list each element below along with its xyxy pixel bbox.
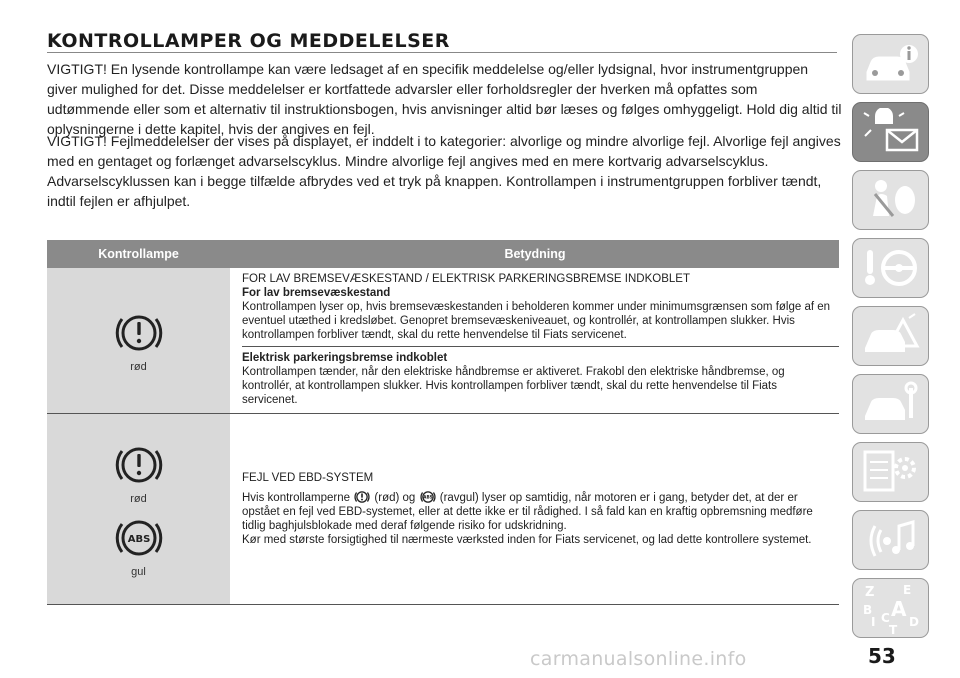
tab-servicing[interactable]: [852, 374, 929, 434]
starting-driving-icon: [859, 244, 923, 292]
svg-text:A: A: [890, 597, 906, 621]
row-heading: FEJL VED EBD-SYSTEM: [242, 472, 374, 484]
svg-text:ABS: ABS: [127, 534, 150, 545]
tab-starting-driving[interactable]: [852, 238, 929, 298]
ebd-text: [242, 489, 831, 533]
watermark: carmanualsonline.info: [530, 648, 747, 670]
meaning-cell: [230, 414, 839, 604]
header-meaning: Betydning: [504, 247, 566, 261]
car-service-icon: [859, 380, 923, 428]
section-title: KONTROLLAMPER OG MEDDELELSER: [47, 30, 450, 52]
sub-text: Kontrollampen lyser op, hvis bremsevæskestanden i beholderen kommer under minimumsgrænsen som følge af en eventuel utæthed i kredsløbet. Genopret bremsevæskeniveauet, og kontrollér, at kontrollampen slukker. Hvis kontrollampen forbliver tændt, skal du rette henvendelse til Fiats servicenet.: [242, 301, 831, 341]
sub-title: For lav bremsevæskestand: [242, 287, 391, 299]
car-info-icon: [859, 42, 923, 86]
ebd-text-c: (ravgul) lyser op samtidig, når motoren er i gang, betyder det, at der er opstået en fejl ved EBD-systemet, eller at dette ikke er til rådighed. I så fald kan en kraftig opbremsning medføre tidlig baghjulsblokade med deraf følgende risiko for udskridning.: [242, 492, 813, 532]
lamp-color-label: gul: [131, 566, 146, 578]
sub-text: Kontrollampen tænder, når den elektriske håndbremse er aktiveret. Frakobl den elektriske håndbremse, og kontrollér, at kontrollampen slukker. Hvis kontrollampen forbliver tændt, skal du rette henvendelse til Fiats servicenet.: [242, 366, 785, 406]
svg-text:Z: Z: [864, 585, 874, 600]
paragraph-warning-2: VIGTIGT! Fejlmeddelelser der vises på displayet, er inddelt i to kategorier: alvorlige og mindre alvorlige fejl. Alvorlige fejl angives med en gentaget og forlænget advarselscyklus. Mindre alvorlige fejl angives med en mere kortvarig advarselscyklus. Advarselscyklussen kan i begge tilfælde afbrydes ved et tryk på knappen. Kontrollampen i instrumentgruppen forbliver tændt, indtil fejlen er afhjulpet.: [47, 133, 841, 209]
svg-text:C: C: [880, 611, 890, 625]
lamp-color-label: rød: [130, 361, 147, 373]
multimedia-icon: [859, 516, 923, 564]
title-rule: [47, 52, 837, 53]
sub-section-parking-brake: [242, 346, 839, 413]
ebd-text-a: Hvis kontrollamperne: [242, 492, 351, 504]
table-header: [47, 240, 839, 268]
tab-technical-data[interactable]: [852, 442, 929, 502]
sub-section-brake-fluid: [242, 268, 839, 346]
tab-warning-lights[interactable]: [852, 102, 929, 162]
brake-warning-icon: [353, 489, 371, 505]
tab-safety[interactable]: [852, 170, 929, 230]
lamp-cell: [47, 268, 230, 413]
svg-text:I: I: [870, 615, 875, 629]
svg-text:E: E: [902, 583, 911, 597]
table-row: [47, 268, 839, 414]
header-lamp: Kontrollampe: [98, 247, 179, 261]
breakdown-icon: [859, 312, 923, 360]
index-icon: [859, 582, 923, 634]
meaning-cell: [230, 268, 839, 413]
row-heading: FOR LAV BREMSEVÆSKESTAND / ELEKTRISK PARKERINGSBREMSE INDKOBLET: [242, 273, 690, 285]
tab-in-emergency[interactable]: [852, 306, 929, 366]
svg-text:T: T: [888, 623, 897, 634]
abs-warning-icon: [111, 513, 167, 563]
brake-warning-icon: [111, 440, 167, 490]
svg-text:B: B: [862, 603, 872, 617]
svg-text:D: D: [908, 615, 919, 629]
warning-lights-table: [47, 240, 839, 605]
table-row: [47, 414, 839, 605]
brake-warning-icon: [111, 308, 167, 358]
lamp-cell: [47, 414, 230, 604]
tab-index[interactable]: [852, 578, 929, 638]
ebd-text-d: Kør med største forsigtighed til nærmeste værksted inden for Fiats servicenet, og lad dette kontrollere systemet.: [242, 534, 812, 546]
lamp-color-label: rød: [130, 493, 147, 505]
tab-knowing-the-car[interactable]: [852, 34, 929, 94]
svg-text:ABS: ABS: [422, 494, 433, 500]
airbag-safety-icon: [859, 176, 923, 224]
abs-warning-icon: [419, 489, 437, 505]
tab-multimedia[interactable]: [852, 510, 929, 570]
page-number: 53: [868, 644, 896, 668]
sub-title: Elektrisk parkeringsbremse indkoblet: [242, 352, 448, 364]
ebd-text-b: (rød) og: [374, 492, 416, 504]
technical-data-icon: [859, 448, 923, 496]
warning-light-message-icon: [859, 108, 923, 156]
paragraph-warning-1: VIGTIGT! En lysende kontrollampe kan være ledsaget af en specifik meddelelse og/eller lydsignal, hvor instrumentgruppen giver mulighed for det. Disse meddelelser er kortfattede advarsler eller forholdsregler der hverken må opfattes som udtømmende eller som et alternativ til instruktionsbogen, hvis anvisninger altid bør læses og følges omhyggeligt. Hold dig altid til oplysningerne i dette kapitel, hvis der angives en fejl.: [47, 61, 842, 137]
